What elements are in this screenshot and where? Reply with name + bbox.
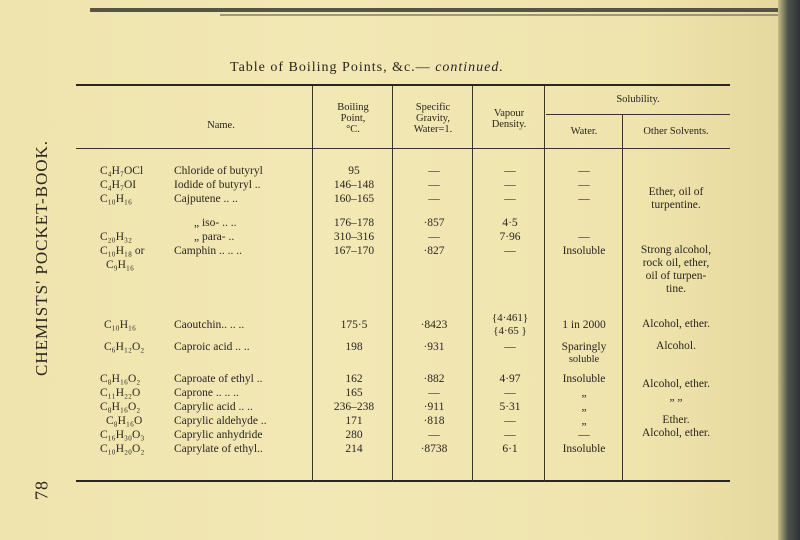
other-solvents-note: Strong alcohol, rock oil, ether, oil of turpen- tine. xyxy=(640,244,712,295)
table-row: C₁₀H₁₆ Caoutchin.. .. .. 175·5 ·8423 {4·461} {4·65 } 1 in 2000 Alcohol, ether. xyxy=(104,312,711,337)
other-solvents-note: Ether, oil of turpentine. xyxy=(648,186,704,211)
header-rule xyxy=(76,148,730,149)
page-number: 78 xyxy=(31,480,52,500)
table-row: C₆H₁₂O₂ Caproic acid .. .. 198 ·931 — Sparingly soluble Alcohol. xyxy=(104,340,696,365)
table-title-continued: continued. xyxy=(435,60,504,75)
table-row: C₈H₁₆O₂ Caprylic acid .. .. 236–238 ·911 5·31 „ xyxy=(100,401,587,413)
table-row: C₁₁H₂₂O Caprone .. .. .. 165 — — „ xyxy=(100,387,587,399)
header-other-solvents: Other Solvents. xyxy=(643,126,709,137)
solubility-rule xyxy=(546,114,730,115)
table-row: C₄H₇OI Iodide of butyryl .. 146–148 — — — xyxy=(100,179,590,191)
table-row: C₁₆H₃₀O₃ Caprylic anhydride 280 — — — xyxy=(100,429,590,441)
top-rule xyxy=(90,8,780,12)
table-title-text: Table of Boiling Points, &c.— xyxy=(230,60,431,75)
table-row: C₈H₁₆O₂ Caproate of ethyl .. 162 ·882 4·97 Insoluble xyxy=(100,373,606,385)
table-row: „ iso- .. .. 176–178 ·857 4·5 xyxy=(194,217,518,229)
header-solubility: Solubility. xyxy=(616,94,660,105)
header-vapour-density: Vapour Density. xyxy=(491,108,527,130)
other-solvents-note: Alcohol, ether. „ „ Ether. Alcohol, ether. xyxy=(641,378,711,439)
book-title: CHEMISTS' POCKET-BOOK. xyxy=(32,140,51,377)
table-title xyxy=(230,60,650,76)
table-row: C₉H₁₆ xyxy=(106,259,135,271)
header-name: Name. xyxy=(207,120,235,131)
boiling-points-table xyxy=(76,84,730,482)
table-row: C₁₀H₁₆ Cajputene .. .. 160–165 — — — xyxy=(100,193,590,205)
table-row: C₁₀H₂₀O₂ Caprylate of ethyl.. 214 ·8738 6·1 Insoluble xyxy=(100,443,606,455)
table-row: C₈H₁₆O Caprylic aldehyde .. 171 ·818 — „ xyxy=(106,415,587,427)
header-water: Water. xyxy=(570,126,598,137)
facing-page-text xyxy=(782,180,796,480)
table-row: C₁₀H₁₈ or Camphin .. .. .. 167–170 ·827 — Insoluble xyxy=(100,245,606,257)
running-head xyxy=(22,140,62,500)
table-row: C₄H₇OCl Chloride of butyryl 95 — — — xyxy=(100,165,590,177)
top-rule-thin xyxy=(220,14,780,16)
table-row: C₂₀H₃₂ „ para- .. 310–316 — 7·96 — xyxy=(100,231,590,243)
header-boiling-point: Boiling Point, °C. xyxy=(337,102,369,135)
header-specific-gravity: Specific Gravity, Water=1. xyxy=(413,102,453,135)
